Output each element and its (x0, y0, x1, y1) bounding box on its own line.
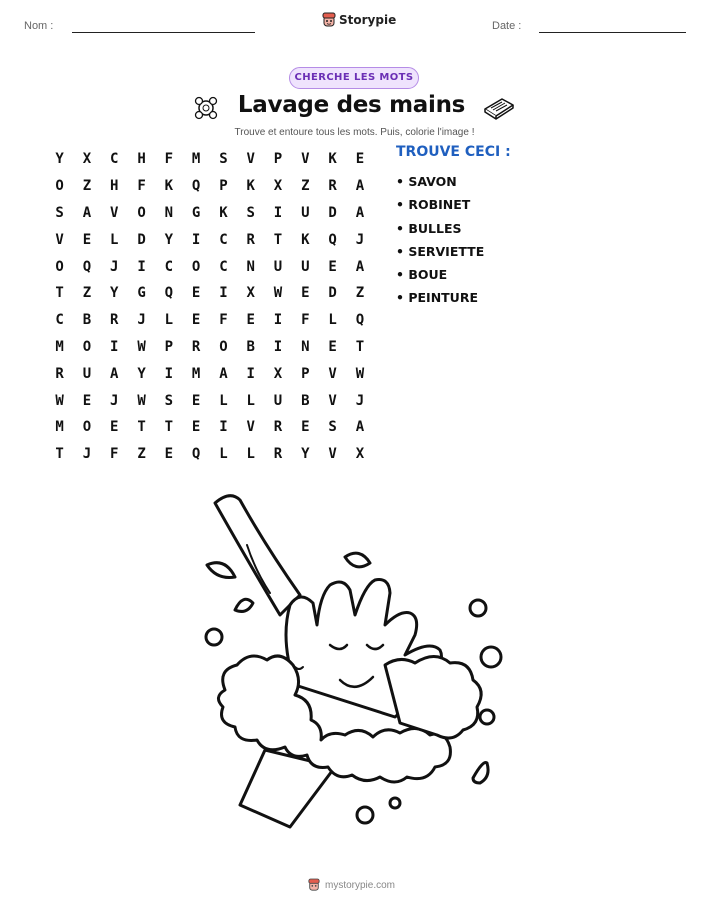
grid-letter[interactable]: E (328, 338, 337, 355)
storypie-mascot-icon (308, 878, 320, 892)
grid-letter[interactable]: B (246, 338, 255, 355)
brand-logo (322, 12, 396, 28)
grid-letter[interactable]: E (82, 231, 92, 248)
grid-letter[interactable]: A (82, 204, 92, 221)
grid-letter[interactable]: V (110, 204, 119, 221)
grid-letter[interactable]: S (55, 204, 64, 221)
grid-letter[interactable]: K (246, 178, 255, 195)
grid-letter[interactable]: S (246, 204, 255, 221)
grid-row (46, 253, 374, 280)
grid-letter[interactable]: A (110, 365, 119, 382)
grid-letter[interactable]: Y (301, 446, 310, 463)
grid-letter[interactable]: A (355, 178, 365, 195)
grid-letter[interactable]: A (355, 419, 365, 436)
grid-letter[interactable]: M (55, 419, 64, 436)
brand-name: Storypie (339, 13, 397, 27)
grid-letter[interactable]: A (355, 258, 365, 275)
grid-letter[interactable]: B (82, 312, 92, 329)
grid-letter[interactable]: L (110, 231, 119, 248)
grid-letter[interactable]: E (164, 446, 174, 463)
grid-letter[interactable]: T (137, 419, 146, 436)
grid-row (46, 307, 374, 334)
grid-letter[interactable]: J (82, 446, 92, 463)
grid-letter[interactable]: I (273, 312, 283, 329)
grid-letter[interactable]: Y (110, 285, 119, 302)
grid-letter[interactable]: J (355, 231, 365, 248)
grid-row (46, 280, 374, 307)
soap-bubbles-icon (193, 95, 219, 121)
grid-letter[interactable]: B (301, 392, 310, 409)
word-search-grid (46, 146, 374, 468)
grid-letter[interactable]: M (191, 365, 201, 382)
grid-letter[interactable]: R (55, 365, 64, 382)
grid-letter[interactable]: Q (328, 231, 337, 248)
grid-letter[interactable]: E (246, 312, 255, 329)
grid-letter[interactable]: M (55, 338, 64, 355)
grid-letter[interactable]: H (137, 151, 146, 168)
grid-letter[interactable]: U (273, 392, 283, 409)
grid-letter[interactable]: Z (82, 178, 92, 195)
grid-letter[interactable]: N (301, 338, 310, 355)
grid-letter[interactable]: V (246, 151, 255, 168)
handwashing-coloring-illustration[interactable] (195, 485, 525, 835)
grid-letter[interactable]: R (273, 446, 283, 463)
grid-letter[interactable]: Z (301, 178, 310, 195)
grid-letter[interactable]: P (164, 338, 174, 355)
grid-letter[interactable]: Y (137, 365, 146, 382)
grid-letter[interactable]: J (355, 392, 365, 409)
grid-letter[interactable]: Y (164, 231, 174, 248)
grid-letter[interactable]: L (164, 312, 174, 329)
grid-letter[interactable]: X (82, 151, 92, 168)
grid-row (46, 414, 374, 441)
grid-letter[interactable]: L (246, 446, 255, 463)
word-list-title: TROUVE CECI : (396, 144, 511, 160)
activity-badge: CHERCHE LES MOTS (289, 67, 419, 89)
grid-letter[interactable]: F (110, 446, 119, 463)
footer-url[interactable]: mystorypie.com (325, 879, 396, 891)
grid-letter[interactable]: V (328, 392, 337, 409)
grid-letter[interactable]: T (273, 231, 283, 248)
grid-row (46, 146, 374, 173)
grid-letter[interactable]: Q (82, 258, 92, 275)
grid-letter[interactable]: X (273, 365, 283, 382)
grid-letter[interactable]: N (246, 258, 255, 275)
grid-letter[interactable]: V (328, 446, 337, 463)
footer (308, 878, 395, 892)
grid-letter[interactable]: I (219, 419, 228, 436)
instructions: Trouve et entoure tous les mots. Puis, colorie l'image ! (234, 127, 475, 138)
soap-bar-icon (482, 95, 516, 121)
grid-letter[interactable]: I (110, 338, 119, 355)
grid-letter[interactable]: L (219, 446, 228, 463)
grid-letter[interactable]: H (110, 178, 119, 195)
grid-letter[interactable]: S (164, 392, 174, 409)
grid-letter[interactable]: W (355, 365, 365, 382)
grid-letter[interactable]: P (273, 151, 283, 168)
grid-letter[interactable]: Z (355, 285, 365, 302)
grid-letter[interactable]: V (246, 419, 255, 436)
grid-letter[interactable]: Q (191, 178, 201, 195)
grid-letter[interactable]: W (273, 285, 283, 302)
grid-letter[interactable]: M (191, 151, 201, 168)
grid-letter[interactable]: J (110, 392, 119, 409)
grid-letter[interactable]: E (191, 312, 201, 329)
grid-letter[interactable]: O (55, 258, 64, 275)
grid-letter[interactable]: J (137, 312, 146, 329)
storypie-mascot-icon (322, 12, 336, 28)
grid-letter[interactable]: V (301, 151, 310, 168)
title-row (0, 92, 709, 121)
grid-letter[interactable]: G (191, 204, 201, 221)
grid-letter[interactable]: O (55, 178, 64, 195)
date-label: Date : (492, 20, 522, 32)
grid-letter[interactable]: A (355, 204, 365, 221)
grid-letter[interactable]: E (191, 285, 201, 302)
grid-letter[interactable]: R (191, 338, 201, 355)
date-line[interactable] (539, 32, 686, 33)
word-item: • PEINTURE (396, 290, 478, 306)
grid-letter[interactable]: R (246, 231, 255, 248)
grid-letter[interactable]: X (355, 446, 365, 463)
grid-letter[interactable]: C (55, 312, 64, 329)
grid-row (46, 173, 374, 200)
word-item: • SERVIETTE (396, 243, 485, 259)
grid-letter[interactable]: A (219, 365, 228, 382)
grid-letter[interactable]: V (55, 231, 64, 248)
grid-letter[interactable]: T (55, 446, 64, 463)
grid-letter[interactable]: Z (137, 446, 146, 463)
grid-letter[interactable]: Q (355, 312, 365, 329)
grid-letter[interactable]: R (328, 178, 337, 195)
name-label: Nom : (24, 20, 54, 32)
grid-letter[interactable]: U (82, 365, 92, 382)
grid-row (46, 334, 374, 361)
grid-letter[interactable]: O (82, 338, 92, 355)
grid-letter[interactable]: U (301, 204, 310, 221)
grid-letter[interactable]: G (137, 285, 146, 302)
grid-letter[interactable]: D (137, 231, 146, 248)
grid-row (46, 226, 374, 253)
grid-letter[interactable]: U (273, 258, 283, 275)
grid-row (46, 360, 374, 387)
grid-letter[interactable]: S (328, 419, 337, 436)
grid-letter[interactable]: I (219, 285, 228, 302)
grid-letter[interactable]: C (164, 258, 174, 275)
grid-letter[interactable]: I (273, 338, 283, 355)
grid-letter[interactable]: O (191, 258, 201, 275)
grid-letter[interactable]: C (219, 258, 228, 275)
grid-letter[interactable]: Y (55, 151, 64, 168)
word-item: • BOUE (396, 267, 448, 283)
grid-letter[interactable]: E (301, 419, 310, 436)
grid-letter[interactable]: F (219, 312, 228, 329)
grid-letter[interactable]: L (246, 392, 255, 409)
grid-letter[interactable]: O (82, 419, 92, 436)
grid-letter[interactable]: L (328, 312, 337, 329)
grid-letter[interactable]: N (164, 204, 174, 221)
grid-letter[interactable]: L (219, 392, 228, 409)
grid-letter[interactable]: E (328, 258, 337, 275)
grid-letter[interactable]: C (110, 151, 119, 168)
grid-letter[interactable]: K (164, 178, 174, 195)
grid-letter[interactable]: T (164, 419, 174, 436)
word-item: • ROBINET (396, 197, 471, 213)
grid-letter[interactable]: F (137, 178, 146, 195)
grid-letter[interactable]: O (137, 204, 146, 221)
grid-letter[interactable]: C (219, 231, 228, 248)
grid-letter[interactable]: W (137, 392, 146, 409)
grid-letter[interactable]: W (137, 338, 146, 355)
grid-letter[interactable]: U (301, 258, 310, 275)
grid-row (46, 387, 374, 414)
grid-letter[interactable]: J (110, 258, 119, 275)
grid-letter[interactable]: O (219, 338, 228, 355)
grid-letter[interactable]: X (246, 285, 255, 302)
grid-letter[interactable]: W (55, 392, 64, 409)
grid-letter[interactable]: I (273, 204, 283, 221)
grid-letter[interactable]: E (191, 392, 201, 409)
grid-letter[interactable]: K (328, 151, 337, 168)
grid-letter[interactable]: P (219, 178, 228, 195)
grid-letter[interactable]: R (273, 419, 283, 436)
grid-letter[interactable]: K (301, 231, 310, 248)
grid-letter[interactable]: F (164, 151, 174, 168)
grid-letter[interactable]: E (355, 151, 365, 168)
grid-letter[interactable]: S (219, 151, 228, 168)
grid-letter[interactable]: V (328, 365, 337, 382)
grid-letter[interactable]: I (191, 231, 201, 248)
grid-row (46, 200, 374, 227)
grid-letter[interactable]: E (110, 419, 119, 436)
grid-letter[interactable]: I (137, 258, 146, 275)
grid-letter[interactable]: X (273, 178, 283, 195)
grid-letter[interactable]: D (328, 285, 337, 302)
grid-letter[interactable]: P (301, 365, 310, 382)
grid-letter[interactable]: I (164, 365, 174, 382)
grid-letter[interactable]: F (301, 312, 310, 329)
grid-letter[interactable]: Q (191, 446, 201, 463)
word-list (396, 170, 484, 310)
grid-letter[interactable]: E (82, 392, 92, 409)
grid-letter[interactable]: Z (82, 285, 92, 302)
grid-letter[interactable]: T (355, 338, 365, 355)
grid-letter[interactable]: I (246, 365, 255, 382)
word-item: • BULLES (396, 220, 462, 236)
grid-letter[interactable]: D (328, 204, 337, 221)
grid-letter[interactable]: Q (164, 285, 174, 302)
grid-letter[interactable]: T (55, 285, 64, 302)
word-item: • SAVON (396, 174, 457, 189)
grid-letter[interactable]: R (110, 312, 119, 329)
grid-letter[interactable]: E (191, 419, 201, 436)
page-title: Lavage des mains (237, 92, 466, 118)
grid-letter[interactable]: E (301, 285, 310, 302)
name-line[interactable] (72, 32, 255, 33)
grid-letter[interactable]: K (219, 204, 228, 221)
grid-row (46, 441, 374, 468)
